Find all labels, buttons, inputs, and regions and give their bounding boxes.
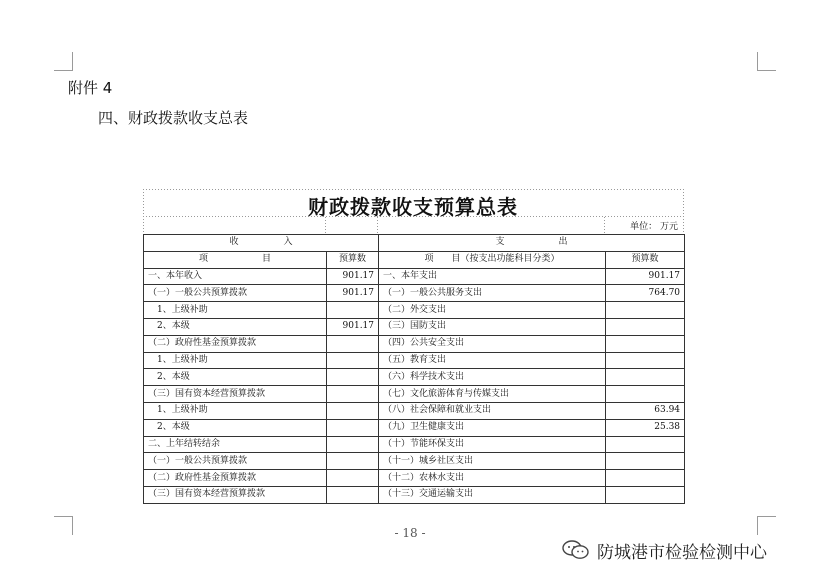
expense-amount-cell	[606, 386, 685, 403]
income-item-cell: （二）政府性基金预算拨款	[144, 335, 327, 352]
expense-amount-cell	[606, 302, 685, 319]
expense-amount-cell: 764.70	[606, 285, 685, 302]
table-header-group-row	[144, 235, 685, 252]
income-amount-cell: 901.17	[327, 268, 379, 285]
table-title: 财政拨款收支预算总表	[308, 195, 518, 219]
table-header-row	[144, 251, 685, 268]
expense-item-cell: （五）教育支出	[379, 352, 606, 369]
income-item-cell: 一、本年收入	[144, 268, 327, 285]
income-amount-cell	[327, 419, 379, 436]
income-item-cell: （二）政府性基金预算拨款	[144, 470, 327, 487]
table-row	[144, 402, 685, 419]
expense-amount-cell	[606, 486, 685, 503]
income-amount-cell	[327, 302, 379, 319]
section-heading: 四、财政拨款收支总表	[98, 109, 249, 127]
income-item-cell: 1、上级补助	[144, 352, 327, 369]
expense-amount-cell	[606, 318, 685, 335]
table-row	[144, 335, 685, 352]
income-item-cell: 2、本级	[144, 318, 327, 335]
income-item-cell: （一）一般公共预算拨款	[144, 285, 327, 302]
expense-amount-cell: 63.94	[606, 402, 685, 419]
expense-amount-cell	[606, 369, 685, 386]
expense-item-cell: （十一）城乡社区支出	[379, 453, 606, 470]
expense-amount-cell	[606, 453, 685, 470]
income-amount-cell	[327, 486, 379, 503]
page-number: - 18 -	[394, 526, 426, 540]
income-amount-cell	[327, 386, 379, 403]
expense-amount-cell	[606, 352, 685, 369]
income-amount-cell: 901.17	[327, 285, 379, 302]
table-row	[144, 268, 685, 285]
table-row	[144, 352, 685, 369]
income-item-cell: 1、上级补助	[144, 402, 327, 419]
table-row	[144, 386, 685, 403]
income-item-cell: （三）国有资本经营预算拨款	[144, 486, 327, 503]
expense-item-cell: （七）文化旅游体育与传媒支出	[379, 386, 606, 403]
income-item-cell: （三）国有资本经营预算拨款	[144, 386, 327, 403]
expense-amount-cell	[606, 436, 685, 453]
table-row	[144, 486, 685, 503]
expense-header: 支 出	[379, 235, 685, 252]
expense-item-cell: （九）卫生健康支出	[379, 419, 606, 436]
expense-item-cell: （十三）交通运输支出	[379, 486, 606, 503]
table-row	[144, 419, 685, 436]
income-amount-cell	[327, 436, 379, 453]
crop-mark-bottom-left	[54, 516, 73, 535]
expense-item-cell: （八）社会保障和就业支出	[379, 402, 606, 419]
income-item-cell: 1、上级补助	[144, 302, 327, 319]
income-amount-header: 预算数	[327, 251, 379, 268]
income-amount-cell	[327, 352, 379, 369]
table-row	[144, 453, 685, 470]
income-amount-cell	[327, 335, 379, 352]
table-row	[144, 285, 685, 302]
expense-item-cell: （一）一般公共服务支出	[379, 285, 606, 302]
income-header: 收 入	[144, 235, 379, 252]
expense-item-cell: （六）科学技术支出	[379, 369, 606, 386]
income-amount-cell: 901.17	[327, 318, 379, 335]
expense-item-cell: （四）公共安全支出	[379, 335, 606, 352]
budget-table	[143, 234, 685, 504]
expense-item-header: 项 目（按支出功能科目分类）	[379, 251, 606, 268]
watermark-text: 防城港市检验检测中心	[597, 542, 767, 563]
expense-amount-cell	[606, 470, 685, 487]
watermark	[561, 538, 767, 562]
table-row	[144, 369, 685, 386]
unit-label: 单位： 万元	[630, 222, 678, 232]
income-item-cell: 二、上年结转结余	[144, 436, 327, 453]
income-amount-cell	[327, 470, 379, 487]
crop-mark-top-left	[54, 52, 73, 71]
income-item-cell: 2、本级	[144, 369, 327, 386]
expense-item-cell: （三）国防支出	[379, 318, 606, 335]
wechat-icon	[561, 539, 591, 561]
expense-item-cell: （十二）农林水支出	[379, 470, 606, 487]
table-row	[144, 302, 685, 319]
expense-amount-header: 预算数	[606, 251, 685, 268]
attachment-label: 附件 4	[68, 79, 113, 97]
income-amount-cell	[327, 369, 379, 386]
table-row	[144, 436, 685, 453]
expense-amount-cell: 25.38	[606, 419, 685, 436]
income-amount-cell	[327, 453, 379, 470]
income-item-cell: （一）一般公共预算拨款	[144, 453, 327, 470]
crop-mark-top-right	[757, 52, 776, 71]
income-amount-cell	[327, 402, 379, 419]
expense-item-cell: （二）外交支出	[379, 302, 606, 319]
expense-item-cell: （十）节能环保支出	[379, 436, 606, 453]
table-row	[144, 318, 685, 335]
expense-item-cell: 一、本年支出	[379, 268, 606, 285]
crop-mark-bottom-right	[757, 516, 776, 535]
income-item-cell: 2、本级	[144, 419, 327, 436]
expense-amount-cell	[606, 335, 685, 352]
income-item-header: 项 目	[144, 251, 327, 268]
expense-amount-cell: 901.17	[606, 268, 685, 285]
table-row	[144, 470, 685, 487]
